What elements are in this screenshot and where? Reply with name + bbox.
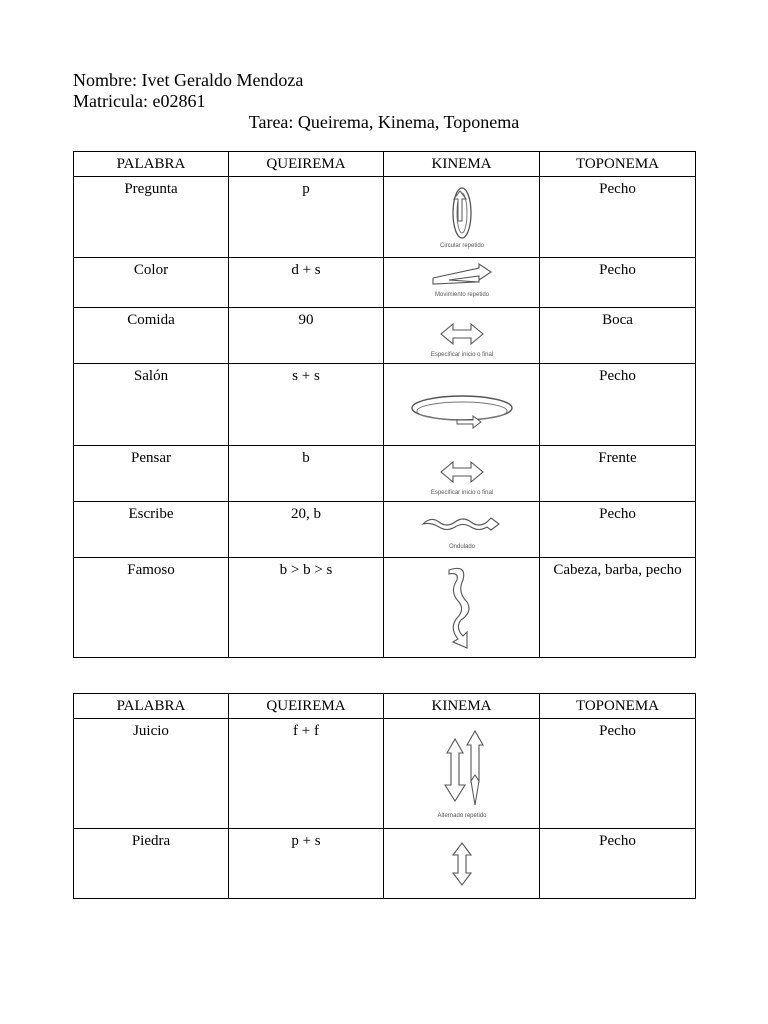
repeated-movement-arrow-icon — [387, 258, 537, 304]
kinema-caption: Alternado repetido — [436, 813, 487, 819]
cell-toponema: Pecho — [540, 719, 696, 829]
cell-kinema — [384, 502, 540, 558]
kinema-table-1 — [73, 151, 696, 658]
cell-toponema: Pecho — [540, 364, 696, 446]
table-row — [74, 258, 696, 308]
wavy-arrow-icon — [387, 502, 537, 554]
cell-toponema: Frente — [540, 446, 696, 502]
cell-toponema: Pecho — [540, 177, 696, 258]
kinema-caption: Especificar inicio o final — [430, 490, 493, 496]
table-row — [74, 558, 696, 658]
cell-queirema: d + s — [229, 258, 384, 308]
cell-kinema — [384, 258, 540, 308]
cell-queirema: b > b > s — [229, 558, 384, 658]
cell-toponema: Pecho — [540, 502, 696, 558]
cell-queirema: s + s — [229, 364, 384, 446]
kinema-table-2 — [73, 693, 696, 899]
zigzag-down-arrow-icon — [387, 558, 537, 654]
alternating-vertical-arrows-icon — [387, 719, 537, 825]
table-row — [74, 829, 696, 899]
column-header-palabra: PALABRA — [74, 694, 229, 719]
cell-palabra: Famoso — [74, 558, 229, 658]
cell-kinema — [384, 829, 540, 899]
cell-palabra: Color — [74, 258, 229, 308]
table-row — [74, 719, 696, 829]
cell-palabra: Juicio — [74, 719, 229, 829]
kinema-caption: Movimiento repetido — [434, 292, 489, 298]
column-header-kinema: KINEMA — [384, 694, 540, 719]
cell-palabra: Pensar — [74, 446, 229, 502]
cell-kinema — [384, 308, 540, 364]
cell-toponema: Cabeza, barba, pecho — [540, 558, 696, 658]
cell-queirema: 90 — [229, 308, 384, 364]
column-header-queirema: QUEIREMA — [229, 694, 384, 719]
table-row — [74, 364, 696, 446]
cell-palabra: Piedra — [74, 829, 229, 899]
cell-kinema — [384, 364, 540, 446]
cell-palabra: Pregunta — [74, 177, 229, 258]
column-header-toponema: TOPONEMA — [540, 694, 696, 719]
cell-queirema: p — [229, 177, 384, 258]
cell-kinema — [384, 177, 540, 258]
cell-kinema — [384, 446, 540, 502]
student-id: Matricula: e02861 — [73, 91, 206, 111]
cell-palabra: Comida — [74, 308, 229, 364]
cell-toponema: Boca — [540, 308, 696, 364]
cell-palabra: Salón — [74, 364, 229, 446]
cell-kinema — [384, 719, 540, 829]
cell-queirema: 20, b — [229, 502, 384, 558]
table-header-row — [74, 152, 696, 177]
column-header-kinema: KINEMA — [384, 152, 540, 177]
cell-toponema: Pecho — [540, 258, 696, 308]
elliptical-loop-arrow-icon — [387, 364, 537, 442]
vertical-double-arrow-icon — [387, 829, 537, 895]
cell-kinema — [384, 558, 540, 658]
cell-toponema: Pecho — [540, 829, 696, 899]
table-header-row — [74, 694, 696, 719]
table-row — [74, 502, 696, 558]
cell-queirema: p + s — [229, 829, 384, 899]
column-header-palabra: PALABRA — [74, 152, 229, 177]
student-name: Nombre: Ivet Geraldo Mendoza — [73, 70, 304, 90]
cell-palabra: Escribe — [74, 502, 229, 558]
kinema-caption: Ondulado — [448, 544, 475, 550]
circular-repeat-arrow-icon — [387, 177, 537, 255]
assignment-title: Tarea: Queirema, Kinema, Toponema — [248, 112, 520, 132]
column-header-toponema: TOPONEMA — [540, 152, 696, 177]
cell-queirema: f + f — [229, 719, 384, 829]
column-header-queirema: QUEIREMA — [229, 152, 384, 177]
double-headed-arrow-icon — [387, 308, 537, 360]
kinema-caption: Circular repetido — [439, 243, 484, 249]
table-row — [74, 177, 696, 258]
table-row — [74, 446, 696, 502]
table-row — [74, 308, 696, 364]
double-headed-arrow-icon — [387, 446, 537, 498]
kinema-caption: Especificar inicio o final — [430, 352, 493, 358]
cell-queirema: b — [229, 446, 384, 502]
